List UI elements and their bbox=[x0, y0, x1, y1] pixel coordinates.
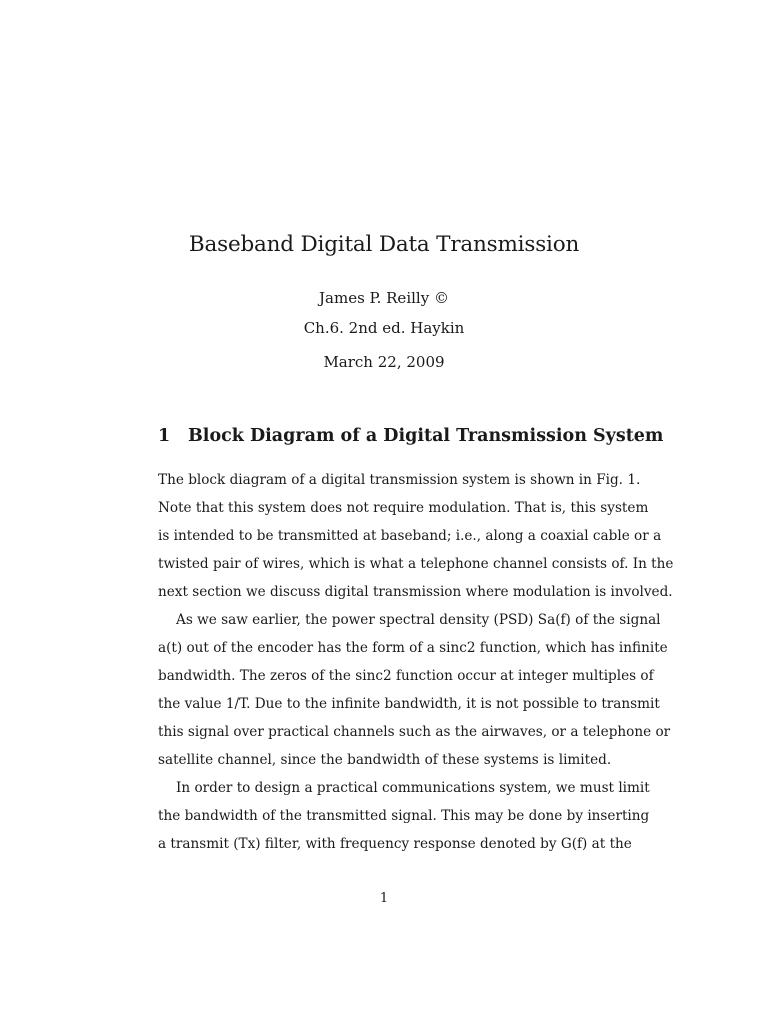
paragraph-line: twisted pair of wires, which is what a telephone channel consists of. In the bbox=[158, 556, 674, 572]
paragraph-line: As we saw earlier, the power spectral density (PSD) Sa(f) of the signal bbox=[176, 612, 661, 628]
paragraph-line: satellite channel, since the bandwidth of these systems is limited. bbox=[158, 752, 612, 768]
paragraph-line: The block diagram of a digital transmission system is shown in Fig. 1. bbox=[158, 472, 641, 488]
paragraph-3 bbox=[158, 774, 650, 858]
paragraph-line: is intended to be transmitted at baseband; i.e., along a coaxial cable or a bbox=[158, 528, 662, 544]
paper-title: Baseband Digital Data Transmission bbox=[188, 232, 580, 257]
paragraph-line: this signal over practical channels such as the airwaves, or a telephone or bbox=[158, 724, 671, 740]
section-heading bbox=[158, 426, 663, 446]
paragraph-line: a(t) out of the encoder has the form of a sinc2 function, which has infinite bbox=[158, 640, 668, 656]
section-number: 1 bbox=[158, 426, 171, 446]
paragraph-2 bbox=[158, 606, 671, 774]
paragraph-line: next section we discuss digital transmission where modulation is involved. bbox=[158, 584, 673, 600]
paragraph-line: Note that this system does not require modulation. That is, this system bbox=[158, 500, 649, 516]
page-number: 1 bbox=[379, 891, 389, 906]
paragraph-line: the bandwidth of the transmitted signal. This may be done by inserting bbox=[158, 808, 650, 824]
paragraph-line: the value 1/T. Due to the infinite bandwidth, it is not possible to transmit bbox=[158, 696, 660, 712]
paragraph-line: a transmit (Tx) filter, with frequency response denoted by G(f) at the bbox=[158, 836, 632, 852]
paragraph-1 bbox=[158, 466, 674, 606]
author-line: James P. Reilly © bbox=[319, 289, 449, 307]
date-line: March 22, 2009 bbox=[323, 353, 445, 371]
paragraph-line: bandwidth. The zeros of the sinc2 function occur at integer multiples of bbox=[158, 668, 654, 684]
section-title: Block Diagram of a Digital Transmission System bbox=[188, 426, 664, 446]
paragraph-line: In order to design a practical communications system, we must limit bbox=[176, 780, 650, 796]
reference-line: Ch.6. 2nd ed. Haykin bbox=[303, 319, 465, 337]
